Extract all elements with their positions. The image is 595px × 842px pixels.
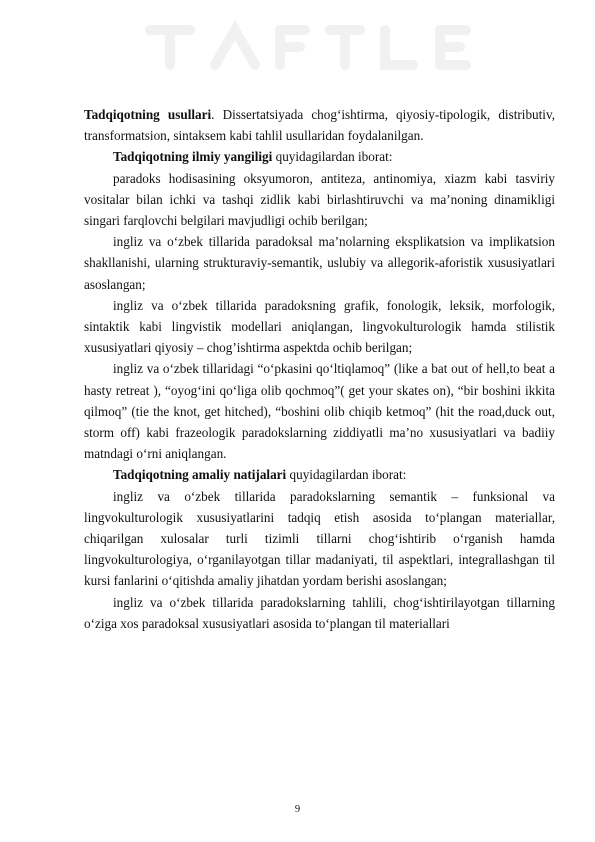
paragraph-novelty-2 — [84, 231, 555, 295]
paragraph-text: ingliz va o‘zbek tillarida paradoksal ma’nolarning eksplikatsion va implikatsion shakllanishi, ularning strukturaviy-semantik, uslubiy va allegorik-aforistik xususiyatlari asoslangan; — [84, 234, 555, 292]
paragraph-practical-heading — [84, 464, 555, 485]
paragraph-text: ingliz va o‘zbek tillarida paradokslarning semantik – funksional va lingvokulturologik xususiyatlarini tadqiq etish asosida to‘plangan materiallar, chiqarilgan xulosalar turli tizimli tillarni chog‘ishtirib o‘rganish hamda lingvokulturologiya, o‘rganilayotgan tillar madaniyati, til aspektlari, integrallashgan til kursi fanlarini o‘qitishda amaliy jihatdan yordam berishi asoslangan; — [84, 488, 555, 589]
paragraph-text: ingliz va o‘zbek tillarida paradokslarning tahlili, chog‘ishtirilayotgan tillarning o‘ziga xos paradoksal xususiyatlari asosida to‘plangan til materiallari — [84, 594, 555, 631]
paragraph-practical-1 — [84, 486, 555, 592]
paragraph-novelty-3 — [84, 295, 555, 359]
heading-novelty: Tadqiqotning ilmiy yangiligi — [113, 149, 273, 165]
paragraph-novelty-heading — [84, 146, 555, 167]
paragraph-text: ingliz va o‘zbek tillarida paradoksning grafik, fonologik, leksik, morfologik, sintaktik kabi lingvistik modellari aniqlangan, lingvokulturologik hamda stilistik xususiyatlari qiyosiy – chog’ishtirma aspektda ochib berilgan; — [84, 297, 555, 356]
paragraph-methods — [84, 104, 555, 146]
heading-methods: Tadqiqotning usullari — [84, 107, 212, 122]
document-body — [84, 104, 555, 634]
paragraph-novelty-1 — [84, 168, 555, 232]
paragraph-practical-2 — [84, 592, 555, 634]
paragraph-text: quyidagilardan iborat: — [272, 149, 393, 165]
watermark-graphic — [0, 0, 595, 80]
paragraph-novelty-4 — [84, 358, 555, 464]
paragraph-text: paradoks hodisasining oksyumoron, antiteza, antinomiya, xiazm kabi tasviriy vositalar bilan ichki va tashqi zidlik kabi birlashtiruvchi va ma’noning dinamikligi singari farqlovchi belgilari mavjudligi ochib berilgan; — [84, 170, 555, 229]
page-number: 9 — [294, 804, 301, 815]
paragraph-text: quyidagilardan iborat: — [286, 467, 407, 483]
paragraph-text: ingliz va o‘zbek tillaridagi “o‘pkasini qo‘ltiqlamoq” (like a bat out of hell,to beat a hasty retreat ), “oyog‘ini qo‘liga olib qochmoq”( get your skates on), “bir boshini ikkita qilmoq” (tie the knot, get hitched), “boshini olib chiqib ketmoq” (hit the road,duck out, storm off) kabi frazeologik paradokslarning ziddiyatli ma’no xususiyatlari va badiiy matndagi o‘rni aniqlangan. — [84, 361, 555, 462]
paragraph-text: . Dissertatsiyada chog‘ishtirma, qiyosiy-tipologik, distributiv, transformatsion, sintaksem kabi tahlil usullaridan foydalanilgan. — [84, 107, 555, 144]
heading-practical: Tadqiqotning amaliy natijalari — [113, 467, 287, 483]
